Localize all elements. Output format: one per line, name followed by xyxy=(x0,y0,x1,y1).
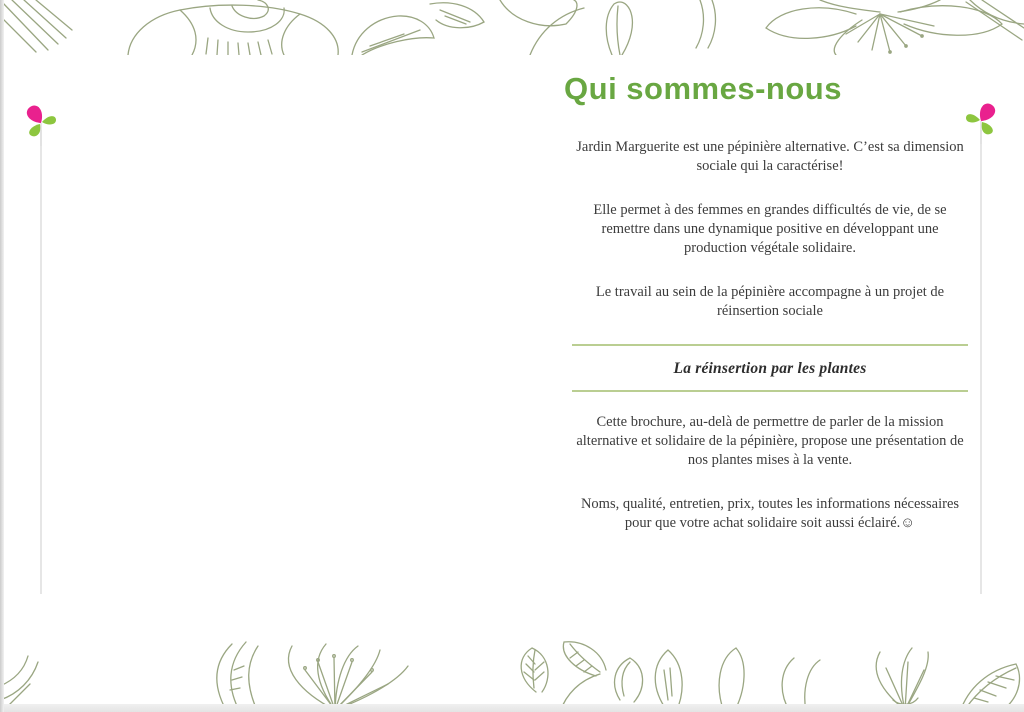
pink-flower-sprout-right-icon xyxy=(962,102,1000,144)
floral-line-art-top-icon xyxy=(0,0,1024,55)
top-floral-border xyxy=(0,0,1024,55)
bottom-floral-border xyxy=(0,640,1024,712)
section-divider-bottom xyxy=(572,390,968,392)
floral-line-art-bottom-icon xyxy=(0,640,1024,712)
page-left-edge xyxy=(0,0,4,712)
page-bottom-edge xyxy=(0,704,1024,712)
section-paragraph-2: Noms, qualité, entretien, prix, toutes les informations nécessaires pour que votre achat solidaire soit aussi éclairé.☺ xyxy=(580,496,960,531)
page-title: Qui sommes-nous xyxy=(564,70,842,106)
about-text-column xyxy=(572,138,968,558)
section-paragraph-1: Cette brochure, au-delà de permettre de parler de la mission alternative et solidaire de la pépinière, propose une présentation de nos plantes mises à la vente. xyxy=(576,414,964,468)
intro-paragraph-3: Le travail au sein de la pépinière accompagne à un projet de réinsertion sociale xyxy=(595,284,945,319)
pink-flower-sprout-left-icon xyxy=(22,104,60,146)
intro-paragraph-2: Elle permet à des femmes en grandes difficultés de vie, de se remettre dans une dynamique positive en développant une production végétale solidaire. xyxy=(593,202,947,256)
intro-paragraph-1: Jardin Marguerite est une pépinière alternative. C’est sa dimension sociale qui la caractérise! xyxy=(576,139,964,174)
section-heading: La réinsertion par les plantes xyxy=(673,360,867,377)
right-stem-line xyxy=(980,130,982,594)
left-stem-line xyxy=(40,130,42,594)
